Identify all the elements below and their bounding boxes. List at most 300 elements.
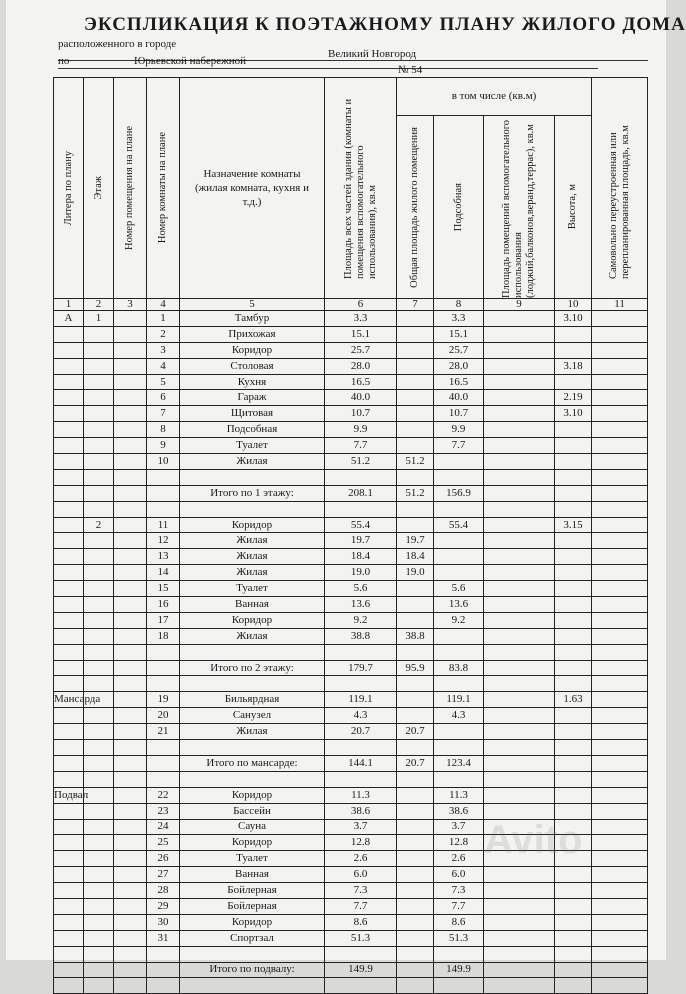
cell-premises <box>114 946 147 962</box>
cell-auxiliary <box>484 406 555 422</box>
total-utility: 149.9 <box>434 962 484 978</box>
cell-purpose <box>180 771 325 787</box>
cell-empty <box>84 485 114 501</box>
cell-height: 3.18 <box>555 358 592 374</box>
cell-utility: 51.3 <box>434 930 484 946</box>
total-row <box>54 660 648 676</box>
table-row <box>54 628 648 644</box>
cell-auxiliary <box>484 469 555 485</box>
cell-purpose: Ванная <box>180 867 325 883</box>
cell-height: 3.10 <box>555 406 592 422</box>
cell-floor <box>84 914 114 930</box>
table-row <box>54 501 648 517</box>
cell-purpose <box>180 978 325 994</box>
cell-area: 51.3 <box>325 930 397 946</box>
cell-living <box>397 803 434 819</box>
cell-living <box>397 978 434 994</box>
cell-purpose: Туалет <box>180 581 325 597</box>
cell-utility <box>434 724 484 740</box>
cell-area <box>325 676 397 692</box>
cell-room-no: 17 <box>147 612 180 628</box>
cell-premises <box>114 724 147 740</box>
cell-purpose: Коридор <box>180 914 325 930</box>
cell-purpose <box>180 501 325 517</box>
cell-height <box>555 883 592 899</box>
cell-floor <box>84 930 114 946</box>
cell-floor <box>84 549 114 565</box>
table-row <box>54 390 648 406</box>
total-area: 144.1 <box>325 755 397 771</box>
cell-empty <box>54 660 84 676</box>
cell-floor <box>84 390 114 406</box>
cell-living <box>397 358 434 374</box>
cell-unauthorized <box>592 374 648 390</box>
col-number: 5 <box>180 299 325 311</box>
cell-room-no: 25 <box>147 835 180 851</box>
cell-height <box>555 771 592 787</box>
cell-area: 3.7 <box>325 819 397 835</box>
cell-auxiliary <box>484 740 555 756</box>
cell-utility: 5.6 <box>434 581 484 597</box>
cell-auxiliary <box>484 914 555 930</box>
cell-purpose: Жилая <box>180 565 325 581</box>
cell-auxiliary <box>484 501 555 517</box>
cell-area <box>325 740 397 756</box>
col-number: 7 <box>397 299 434 311</box>
cell-premises <box>114 565 147 581</box>
cell-floor <box>84 406 114 422</box>
cell-empty <box>84 755 114 771</box>
cell-auxiliary <box>484 612 555 628</box>
cell-living <box>397 597 434 613</box>
cell-room-no: 13 <box>147 549 180 565</box>
cell-height <box>555 898 592 914</box>
cell-litera <box>54 597 84 613</box>
cell-auxiliary <box>484 565 555 581</box>
total-label: Итого по 2 этажу: <box>180 660 325 676</box>
house-number: № 54 <box>398 64 423 76</box>
cell-floor <box>84 628 114 644</box>
cell-litera <box>54 517 84 533</box>
cell-unauthorized <box>592 565 648 581</box>
cell-unauthorized <box>592 358 648 374</box>
cell-floor: 1 <box>84 311 114 327</box>
cell-living: 38.8 <box>397 628 434 644</box>
cell-floor <box>84 978 114 994</box>
cell-premises <box>114 517 147 533</box>
cell-room-no: 6 <box>147 390 180 406</box>
cell-room-no: 19 <box>147 692 180 708</box>
cell-living <box>397 406 434 422</box>
cell-room-no: 8 <box>147 422 180 438</box>
cell-premises <box>114 803 147 819</box>
cell-area <box>325 978 397 994</box>
cell-litera <box>54 835 84 851</box>
cell-area: 15.1 <box>325 326 397 342</box>
table-row <box>54 914 648 930</box>
table-row <box>54 946 648 962</box>
cell-premises <box>114 628 147 644</box>
cell-living <box>397 946 434 962</box>
table-row <box>54 358 648 374</box>
cell-unauthorized <box>592 930 648 946</box>
table-row <box>54 708 648 724</box>
cell-auxiliary <box>484 517 555 533</box>
cell-utility: 11.3 <box>434 787 484 803</box>
cell-room-no <box>147 771 180 787</box>
cell-room-no: 1 <box>147 311 180 327</box>
cell-purpose: Сауна <box>180 819 325 835</box>
cell-height <box>555 501 592 517</box>
cell-living <box>397 676 434 692</box>
cell-living: 19.0 <box>397 565 434 581</box>
cell-litera <box>54 581 84 597</box>
cell-purpose: Ванная <box>180 597 325 613</box>
cell-living <box>397 438 434 454</box>
cell-auxiliary <box>484 883 555 899</box>
cell-area: 7.7 <box>325 898 397 914</box>
cell-living: 20.7 <box>397 724 434 740</box>
cell-unauthorized <box>592 581 648 597</box>
cell-area: 7.7 <box>325 438 397 454</box>
cell-auxiliary <box>484 390 555 406</box>
cell-unauthorized <box>592 406 648 422</box>
table-row <box>54 406 648 422</box>
cell-purpose: Бойлерная <box>180 898 325 914</box>
col-number: 1 <box>54 299 84 311</box>
cell-height <box>555 930 592 946</box>
table-row <box>54 422 648 438</box>
cell-utility <box>434 469 484 485</box>
cell-litera <box>54 422 84 438</box>
cell-living <box>397 390 434 406</box>
col-header-purpose: Назначение комнаты (жилая комната, кухня и т.д.) <box>180 78 325 299</box>
cell-height: 3.10 <box>555 311 592 327</box>
cell-premises <box>114 819 147 835</box>
cell-premises <box>114 914 147 930</box>
cell-area: 25.7 <box>325 342 397 358</box>
cell-premises <box>114 390 147 406</box>
cell-premises <box>114 374 147 390</box>
cell-floor <box>84 867 114 883</box>
cell-purpose: Подсобная <box>180 422 325 438</box>
cell-unauthorized <box>592 692 648 708</box>
total-label: Итого по подвалу: <box>180 962 325 978</box>
cell-height <box>555 581 592 597</box>
cell-area: 3.3 <box>325 311 397 327</box>
col-header-total-area: Площадь всех частей здания (комнаты и помещения вспомогательного использования), кв.м <box>325 78 397 299</box>
cell-litera <box>54 803 84 819</box>
cell-litera <box>54 819 84 835</box>
document-sheet <box>6 0 686 976</box>
cell-litera <box>54 946 84 962</box>
cell-auxiliary <box>484 549 555 565</box>
cell-floor <box>84 740 114 756</box>
table-row <box>54 438 648 454</box>
cell-auxiliary <box>484 930 555 946</box>
cell-living <box>397 326 434 342</box>
cell-purpose: Щитовая <box>180 406 325 422</box>
total-label: Итого по мансарде: <box>180 755 325 771</box>
cell-floor <box>84 724 114 740</box>
cell-premises <box>114 771 147 787</box>
cell-utility: 25.7 <box>434 342 484 358</box>
cell-height <box>555 454 592 470</box>
cell-floor <box>84 644 114 660</box>
cell-litera: Мансарда <box>54 692 84 708</box>
cell-litera <box>54 771 84 787</box>
cell-litera <box>54 374 84 390</box>
cell-utility: 15.1 <box>434 326 484 342</box>
cell-living <box>397 612 434 628</box>
cell-auxiliary <box>484 803 555 819</box>
cell-purpose: Коридор <box>180 787 325 803</box>
cell-utility: 38.6 <box>434 803 484 819</box>
cell-unauthorized <box>592 978 648 994</box>
cell-unauthorized <box>592 501 648 517</box>
cell-room-no: 24 <box>147 819 180 835</box>
cell-living <box>397 501 434 517</box>
cell-litera <box>54 612 84 628</box>
col-number: 8 <box>434 299 484 311</box>
cell-utility <box>434 978 484 994</box>
cell-utility: 9.2 <box>434 612 484 628</box>
cell-premises <box>114 326 147 342</box>
cell-auxiliary <box>484 946 555 962</box>
cell-room-no: 11 <box>147 517 180 533</box>
cell-premises <box>114 692 147 708</box>
cell-premises <box>114 676 147 692</box>
cell-utility: 13.6 <box>434 597 484 613</box>
col-header-utility: Подсобная <box>434 116 484 299</box>
col-number: 11 <box>592 299 648 311</box>
cell-living <box>397 819 434 835</box>
col-header-room-no: Номер комнаты на плане <box>147 78 180 299</box>
cell-empty <box>84 962 114 978</box>
cell-unauthorized <box>592 898 648 914</box>
cell-litera <box>54 454 84 470</box>
cell-purpose <box>180 740 325 756</box>
cell-purpose: Жилая <box>180 533 325 549</box>
cell-area: 9.9 <box>325 422 397 438</box>
cell-height <box>555 565 592 581</box>
col-number: 10 <box>555 299 592 311</box>
table-row <box>54 898 648 914</box>
cell-unauthorized <box>592 517 648 533</box>
cell-utility <box>434 565 484 581</box>
cell-living <box>397 342 434 358</box>
cell-living <box>397 517 434 533</box>
cell-empty <box>114 962 147 978</box>
cell-auxiliary <box>484 867 555 883</box>
cell-living <box>397 930 434 946</box>
cell-unauthorized <box>592 597 648 613</box>
cell-empty <box>114 755 147 771</box>
cell-purpose: Гараж <box>180 390 325 406</box>
cell-unauthorized <box>592 835 648 851</box>
cell-area: 16.5 <box>325 374 397 390</box>
cell-height: 2.19 <box>555 390 592 406</box>
cell-utility: 28.0 <box>434 358 484 374</box>
cell-unauthorized <box>592 787 648 803</box>
cell-unauthorized <box>592 326 648 342</box>
cell-unauthorized <box>592 342 648 358</box>
cell-room-no: 22 <box>147 787 180 803</box>
cell-room-no: 10 <box>147 454 180 470</box>
cell-purpose: Коридор <box>180 517 325 533</box>
cell-purpose: Тамбур <box>180 311 325 327</box>
cell-unauthorized <box>592 676 648 692</box>
cell-empty <box>592 660 648 676</box>
cell-living <box>397 311 434 327</box>
cell-room-no: 30 <box>147 914 180 930</box>
cell-area <box>325 469 397 485</box>
cell-auxiliary <box>484 422 555 438</box>
cell-litera <box>54 358 84 374</box>
cell-premises <box>114 501 147 517</box>
cell-area: 13.6 <box>325 597 397 613</box>
cell-purpose: Прихожая <box>180 326 325 342</box>
cell-premises <box>114 835 147 851</box>
cell-litera <box>54 740 84 756</box>
cell-area: 4.3 <box>325 708 397 724</box>
cell-litera <box>54 914 84 930</box>
cell-floor <box>84 597 114 613</box>
cell-area <box>325 644 397 660</box>
cell-floor <box>84 454 114 470</box>
cell-floor <box>84 803 114 819</box>
col-header-unauthorized: Самовольно переустроенная или перепланированная площадь, кв.м <box>592 78 648 299</box>
cell-empty <box>147 962 180 978</box>
cell-floor <box>84 708 114 724</box>
cell-unauthorized <box>592 771 648 787</box>
cell-area: 28.0 <box>325 358 397 374</box>
cell-living: 19.7 <box>397 533 434 549</box>
cell-empty <box>484 962 555 978</box>
total-area: 208.1 <box>325 485 397 501</box>
total-utility: 156.9 <box>434 485 484 501</box>
cell-utility <box>434 676 484 692</box>
cell-living <box>397 771 434 787</box>
cell-premises <box>114 406 147 422</box>
total-row <box>54 755 648 771</box>
total-area: 179.7 <box>325 660 397 676</box>
cell-litera <box>54 390 84 406</box>
cell-purpose <box>180 644 325 660</box>
cell-unauthorized <box>592 740 648 756</box>
cell-height <box>555 469 592 485</box>
cell-height <box>555 612 592 628</box>
cell-litera <box>54 469 84 485</box>
cell-litera <box>54 867 84 883</box>
cell-area: 2.6 <box>325 851 397 867</box>
cell-utility <box>434 644 484 660</box>
cell-area: 12.8 <box>325 835 397 851</box>
table-row <box>54 469 648 485</box>
cell-floor <box>84 883 114 899</box>
table-row <box>54 676 648 692</box>
cell-auxiliary <box>484 581 555 597</box>
table-row <box>54 787 648 803</box>
cell-area: 51.2 <box>325 454 397 470</box>
watermark: Avito <box>484 818 583 862</box>
cell-utility <box>434 771 484 787</box>
cell-floor <box>84 469 114 485</box>
cell-living <box>397 914 434 930</box>
cell-purpose: Туалет <box>180 851 325 867</box>
cell-empty <box>555 755 592 771</box>
cell-room-no: 16 <box>147 597 180 613</box>
cell-purpose: Бильярдная <box>180 692 325 708</box>
cell-litera <box>54 978 84 994</box>
cell-unauthorized <box>592 422 648 438</box>
table-row <box>54 803 648 819</box>
cell-room-no: 7 <box>147 406 180 422</box>
cell-litera <box>54 898 84 914</box>
cell-room-no: 26 <box>147 851 180 867</box>
cell-living <box>397 851 434 867</box>
cell-empty <box>484 660 555 676</box>
cell-premises <box>114 454 147 470</box>
cell-auxiliary <box>484 787 555 803</box>
cell-empty <box>147 485 180 501</box>
cell-purpose: Жилая <box>180 724 325 740</box>
cell-area: 38.6 <box>325 803 397 819</box>
cell-litera <box>54 342 84 358</box>
cell-litera <box>54 628 84 644</box>
cell-area: 19.0 <box>325 565 397 581</box>
cell-height <box>555 708 592 724</box>
cell-purpose: Бассейн <box>180 803 325 819</box>
cell-living <box>397 644 434 660</box>
total-living: 20.7 <box>397 755 434 771</box>
cell-height <box>555 628 592 644</box>
cell-room-no: 27 <box>147 867 180 883</box>
cell-unauthorized <box>592 851 648 867</box>
col-header-litera: Литера по плану <box>54 78 84 299</box>
cell-living: 18.4 <box>397 549 434 565</box>
cell-litera <box>54 326 84 342</box>
cell-empty <box>484 755 555 771</box>
cell-floor <box>84 771 114 787</box>
cell-room-no: 15 <box>147 581 180 597</box>
cell-litera: А <box>54 311 84 327</box>
cell-unauthorized <box>592 883 648 899</box>
cell-unauthorized <box>592 819 648 835</box>
cell-living <box>397 692 434 708</box>
table-row <box>54 326 648 342</box>
col-header-living: Общая площадь жилого помещения <box>397 116 434 299</box>
cell-floor <box>84 422 114 438</box>
table-row <box>54 740 648 756</box>
cell-height: 1.63 <box>555 692 592 708</box>
cell-living <box>397 835 434 851</box>
cell-utility: 2.6 <box>434 851 484 867</box>
cell-litera <box>54 565 84 581</box>
cell-auxiliary <box>484 978 555 994</box>
cell-litera <box>54 724 84 740</box>
cell-premises <box>114 469 147 485</box>
table-row <box>54 374 648 390</box>
total-living <box>397 962 434 978</box>
cell-premises <box>114 549 147 565</box>
cell-empty <box>84 660 114 676</box>
cell-utility <box>434 628 484 644</box>
cell-floor <box>84 438 114 454</box>
cell-area: 19.7 <box>325 533 397 549</box>
cell-empty <box>147 660 180 676</box>
cell-purpose: Туалет <box>180 438 325 454</box>
